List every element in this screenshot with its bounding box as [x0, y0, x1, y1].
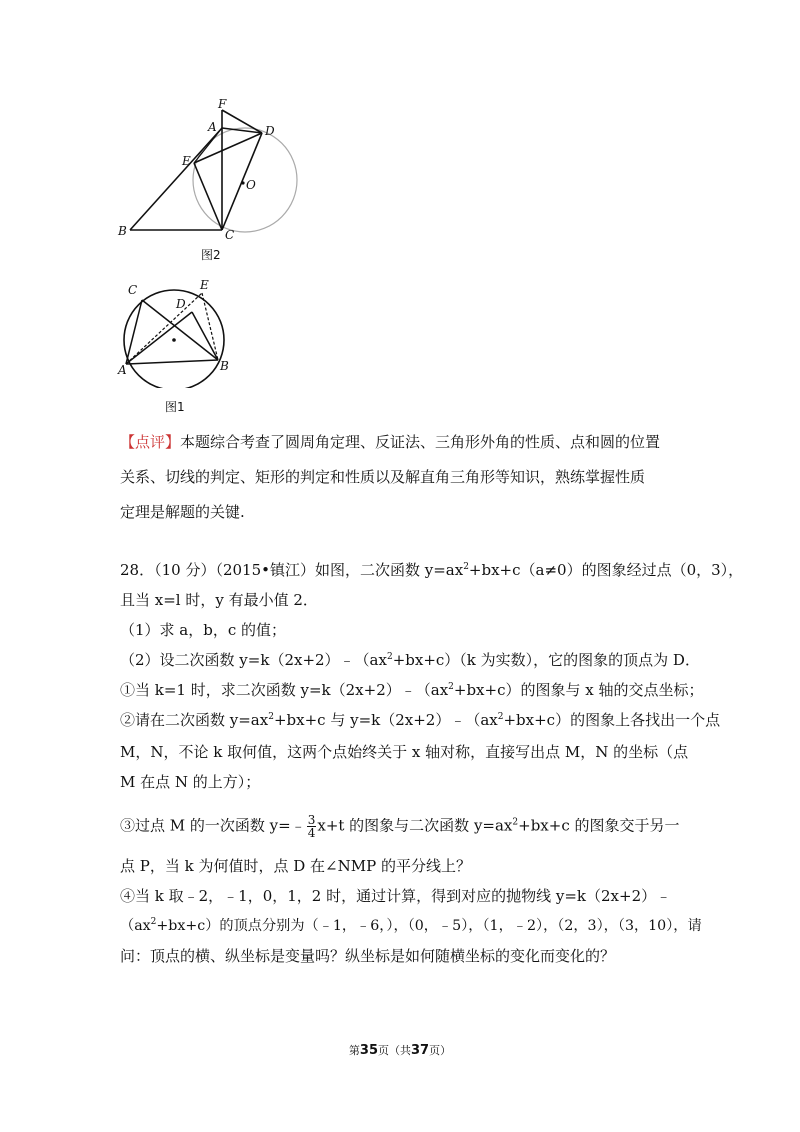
point-E-label: E: [182, 154, 191, 168]
text-segment: +bx+c）（k 为实数），它的图象的顶点为 D．: [392, 651, 700, 669]
text-segment: ②请在二次函数 y=ax: [120, 711, 269, 729]
text-segment: +bx+c）的顶点分别为（﹣1，﹣6，），（0，﹣5），（1，﹣2），（2，3），（3，10），请: [156, 918, 702, 934]
figure-2-caption: 图2: [201, 248, 221, 262]
comment-line-3: 定理是解题的关键.: [120, 503, 245, 521]
comment-text-1: 本题综合考查了圆周角定理、反证法、三角形外角的性质、点和圆的位置: [180, 433, 661, 451]
fig1-point-B-label: B: [220, 359, 229, 373]
total-pages: 37: [411, 1043, 430, 1058]
superscript: 2: [150, 917, 157, 927]
point-O-label: O: [246, 178, 256, 192]
fig1-point-A-label: A: [118, 363, 127, 377]
text-segment: （2）设二次函数 y=k（2x+2）﹣（ax: [120, 651, 387, 669]
fig1-point-D-label: D: [176, 297, 186, 311]
fraction-denominator: 4: [307, 826, 316, 840]
problem-line-12: [120, 916, 702, 936]
problem-line-6: [120, 710, 720, 730]
fraction-numerator: 3: [307, 813, 316, 827]
superscript: 2: [512, 817, 519, 828]
superscript: 2: [497, 712, 504, 722]
problem-line-4: [120, 650, 700, 670]
comment-label: 【点评】: [120, 433, 181, 451]
text-segment: +bx+c）的图象与 x 轴的交点坐标；: [453, 681, 704, 699]
footer-text: 第: [348, 1044, 360, 1057]
point-B-label: B: [118, 224, 127, 238]
point-A-label: A: [208, 120, 217, 134]
figure-1-caption: 图1: [165, 400, 185, 414]
text-segment: +bx+c（a≠0）的图象经过点（0，3），: [468, 561, 744, 579]
text-segment: ③过点 M 的一次函数 y=﹣: [120, 816, 306, 835]
footer-text: 页）: [429, 1044, 452, 1057]
text-segment: +bx+c）的图象上各找出一个点: [503, 711, 721, 729]
page-footer: [0, 1042, 800, 1058]
problem-line-9: [120, 814, 680, 839]
fraction-three-quarters: [307, 814, 317, 839]
problem-line-5: [120, 680, 704, 700]
superscript: 2: [463, 562, 469, 572]
comment-line-1: [120, 432, 660, 452]
problem-line-11: ④当 k 取﹣2，﹣1，0，1，2 时，通过计算，得到对应的抛物线 y=k（2x+2）﹣: [120, 887, 672, 905]
point-C-label: C: [225, 228, 235, 242]
text-segment: （ax: [120, 918, 151, 934]
problem-line-7: M，N，不论 k 取何值，这两个点始终关于 x 轴对称，直接写出点 M，N 的坐标（点: [120, 743, 689, 761]
text-segment: x+t 的图象与二次函数 y=ax: [317, 816, 513, 835]
figure-2-diagram: [110, 95, 310, 245]
point-D-label: D: [265, 124, 275, 138]
figure-1: [112, 278, 242, 388]
point-F-label: F: [218, 97, 227, 111]
problem-line-10: 点 P，当 k 为何值时，点 D 在∠NMP 的平分线上？: [120, 857, 471, 875]
figure-1-diagram: [112, 278, 242, 388]
superscript: 2: [448, 682, 454, 692]
problem-line-8: M 在点 N 的上方）；: [120, 773, 261, 791]
fig1-point-E-label: E: [200, 278, 209, 292]
page-number: 35: [359, 1043, 378, 1058]
footer-text: 页（共: [378, 1044, 411, 1057]
fig1-point-C-label: C: [128, 283, 138, 297]
superscript: 2: [386, 652, 393, 662]
problem-line-1: [120, 560, 743, 580]
text-segment: +bx+c 与 y=k（2x+2）﹣（ax: [273, 711, 498, 729]
text-segment: ①当 k=1 时，求二次函数 y=k（2x+2）﹣（ax: [120, 681, 449, 699]
problem-line-13: 问：顶点的横、纵坐标是变量吗？纵坐标是如何随横坐标的变化而变化的？: [120, 947, 616, 965]
problem-line-2: 且当 x=l 时，y 有最小值 2．: [120, 591, 318, 609]
text-segment: +bx+c 的图象交于另一: [518, 816, 680, 835]
comment-line-2: 关系、切线的判定、矩形的判定和性质以及解直角三角形等知识，熟练掌握性质: [120, 468, 646, 486]
superscript: 2: [268, 712, 274, 722]
figure-2: [110, 95, 310, 245]
problem-line-3: （1）求 a，b，c 的值；: [120, 621, 287, 639]
text-segment: 28．（10 分）（2015•镇江）如图，二次函数 y=ax: [120, 561, 464, 579]
